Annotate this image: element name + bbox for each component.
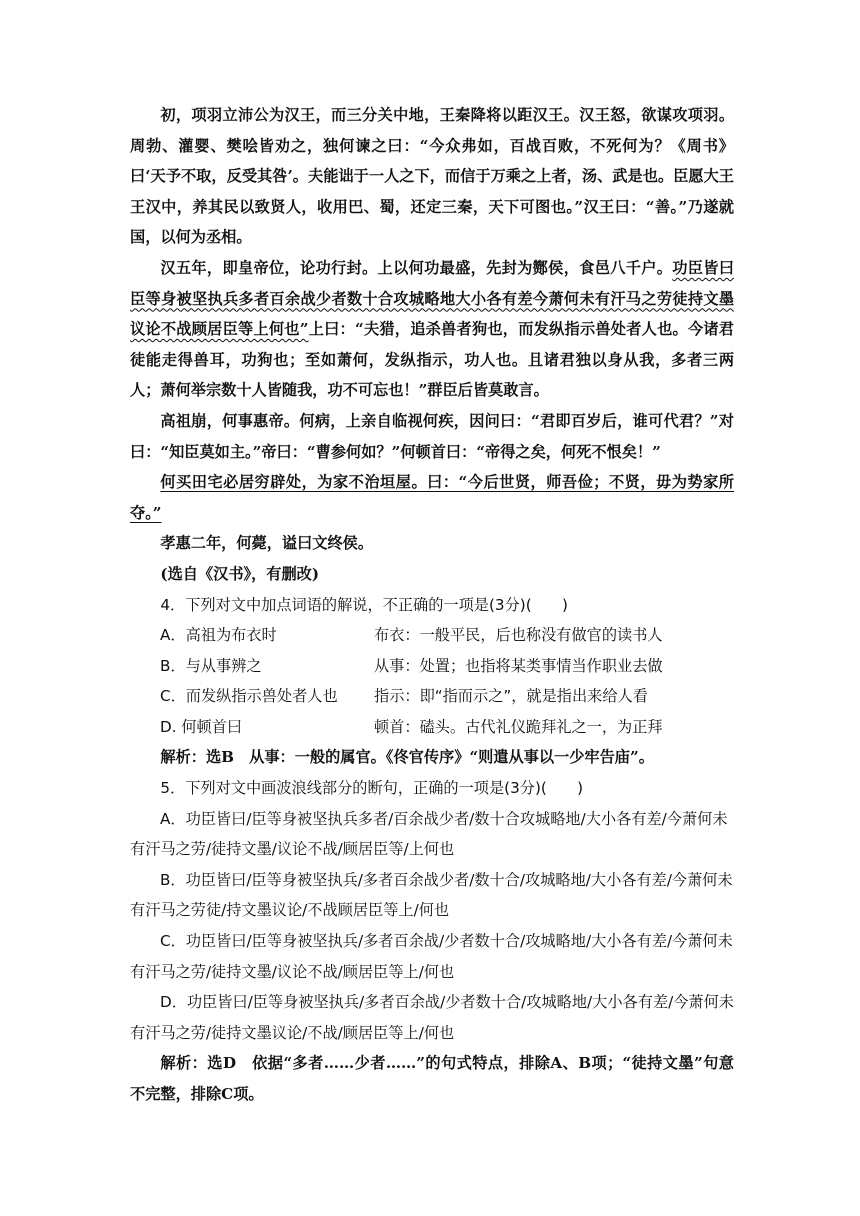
option-a-label: A．高祖为布衣时 xyxy=(160,626,277,645)
option-b-line-1: B．功臣皆曰/臣等身被坚执兵/多者百余战少者/数十合/攻城略地/大小各有差/今萧何未 xyxy=(160,870,733,889)
document-page xyxy=(130,100,734,1110)
question-4-stem: 4．下列对文中加点词语的解说，不正确的一项是(3分)( ) xyxy=(160,595,568,614)
passage-paragraph-1: 初，项羽立沛公为汉王，而三分关中地，王秦降将以距汉王。汉王怒，欲谋攻项羽。周勃、灌婴、樊哙皆劝之，独何谏之曰：“今众弗如，百战百败，不死何为？《周书》曰‘天予不取，反受其咎’。夫能诎于一人之下，而信于万乘之上者，汤、武是也。臣愿大王王汉中，养其民以致贤人，收用巴、蜀，还定三秦，天下可图也。”汉王曰：“善。”乃遂就国，以何为丞相。 xyxy=(130,106,734,247)
option-b-explanation: 从事：处置；也指将某类事情当作职业去做 xyxy=(374,656,663,675)
question-4-option-a xyxy=(130,620,734,651)
passage-paragraph-2-start: 汉五年，即皇帝位，论功行封。上以何功最盛，先封为酂侯，食邑八千户。 xyxy=(160,258,673,277)
option-b-label: B．与从事辨之 xyxy=(160,656,262,675)
question-5-stem: 5．下列对文中画波浪线部分的断句，正确的一项是(3分)( ) xyxy=(160,779,584,798)
passage-paragraph-2 xyxy=(130,253,734,406)
underlined-sentence: 何买田宅必居穷辟处，为家不治垣屋。曰：“今后世贤，师吾俭；不贤，毋为势家所夺。” xyxy=(130,473,734,522)
question-5-option-b xyxy=(130,865,734,926)
question-4-option-d xyxy=(130,712,734,743)
option-a-explanation: 布衣：一般平民，后也称没有做官的读书人 xyxy=(374,626,663,645)
option-d-explanation: 顿首：磕头。古代礼仪跪拜礼之一，为正拜 xyxy=(374,717,663,736)
option-d-line-1: D．功臣皆曰/臣等身被坚执兵/多者百余战/少者数十合/攻城略地/大小各有差/今萧何未 xyxy=(160,993,734,1012)
option-d-label: D. 何顿首曰 xyxy=(160,717,243,736)
question-4-option-b xyxy=(130,651,734,682)
option-d-line-2: 有汗马之劳/徒持文墨议论/不战/顾居臣等上/何也 xyxy=(130,1023,455,1042)
passage-source: (选自《汉书》，有删改) xyxy=(160,564,320,583)
option-c-explanation: 指示：即“指而示之”，就是指出来给人看 xyxy=(374,687,648,706)
wavy-underlined-passage: 功臣皆曰臣等身被坚执兵多者百余战少者数十合攻城略地大小各有差今萧何未有汗马之劳徒持文墨议论不战顾居臣等上何也” xyxy=(130,258,735,339)
passage-paragraph-3: 高祖崩，何事惠帝。何病，上亲自临视何疾，因问曰：“君即百岁后，谁可代君？”对曰：“知臣莫如主。”帝曰：“曹参何如？”何顿首曰：“帝得之矣，何死不恨矣！” xyxy=(130,411,734,461)
passage-paragraph-4 xyxy=(130,467,734,528)
option-b-line-2: 有汗马之劳徒/持文墨议论/不战顾居臣等上/何也 xyxy=(130,901,450,920)
passage-paragraph-5: 孝惠二年，何薨，谥曰文终侯。 xyxy=(160,534,374,553)
option-a-line-2: 有汗马之劳/徒持文墨/议论不战/顾居臣等/上何也 xyxy=(130,840,455,859)
question-5-option-c xyxy=(130,926,734,987)
question-5-answer: 解析：选D 依据“多者……少者……”的句式特点，排除A、B项；“徒持文墨”句意不完整，排除C项。 xyxy=(130,1054,734,1103)
option-c-label: C．而发纵指示兽处者人也 xyxy=(160,687,338,706)
passage-paragraph-2-end: 上曰：“夫猎，追杀兽者狗也，而发纵指示兽处者人也。今诸君徒能走得兽耳，功狗也；至如萧何，发纵指示，功人也。且诸君独以身从我，多者三两人；萧何举宗数十人皆随我，功不可忘也！”群臣后皆莫敢言。 xyxy=(130,320,734,400)
option-c-line-1: C．功臣皆曰/臣等身被坚执兵/多者百余战/少者数十合/攻城略地/大小各有差/今萧何未 xyxy=(160,932,733,951)
question-4-option-c xyxy=(130,681,734,712)
option-c-line-2: 有汗马之劳/徒持文墨/议论不战/顾居臣等上/何也 xyxy=(130,962,455,981)
question-4-answer: 解析：选B 从事：一般的属官。《佟官传序》“则遣从事以一少牢告庙”。 xyxy=(160,748,654,767)
question-5-option-a xyxy=(130,804,734,865)
option-a-line-1: A．功臣皆曰/臣等身被坚执兵多者/百余战少者/数十合攻城略地/大小各有差/今萧何未 xyxy=(160,809,728,828)
question-5-option-d xyxy=(130,987,734,1048)
